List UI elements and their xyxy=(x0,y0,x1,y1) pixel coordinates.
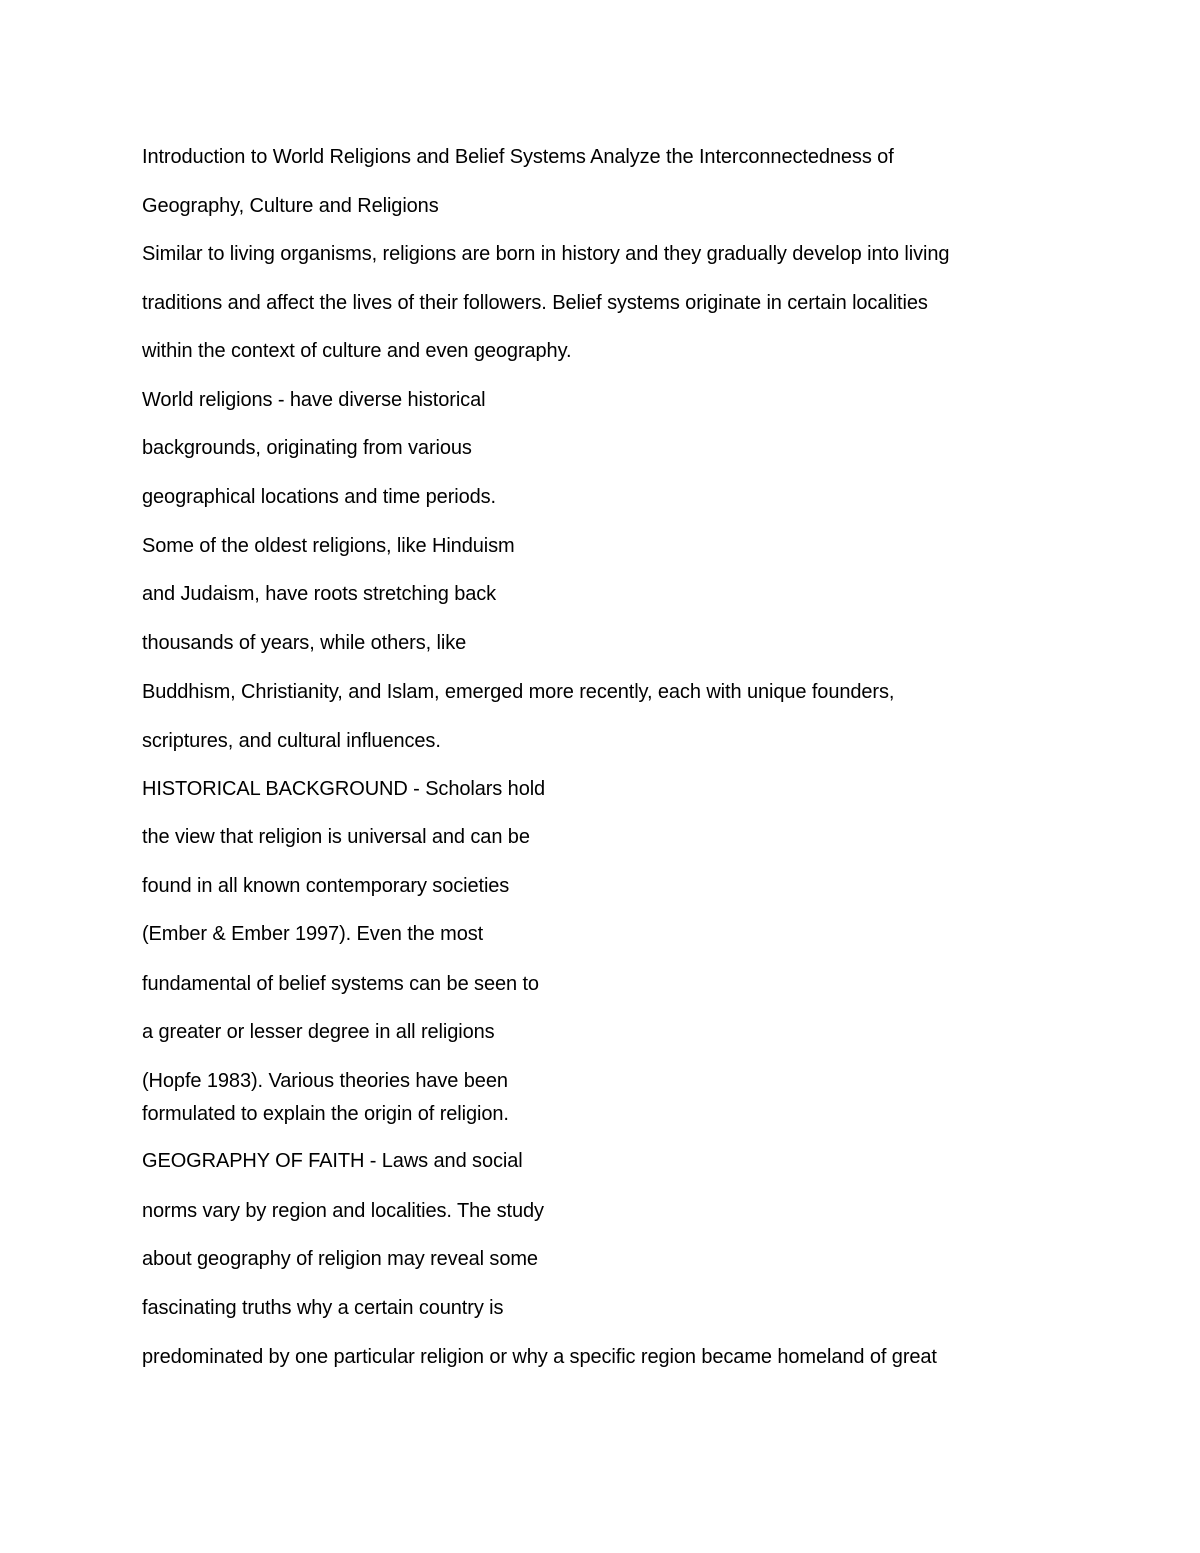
text-line: fundamental of belief systems can be seen to xyxy=(142,973,539,995)
text-line: about geography of religion may reveal some xyxy=(142,1248,538,1270)
text-line: (Hopfe 1983). Various theories have been xyxy=(142,1070,508,1092)
title-line-1: Introduction to World Religions and Belief Systems Analyze the Interconnectedness of xyxy=(142,146,894,168)
text-line: scriptures, and cultural influences. xyxy=(142,730,441,752)
text-line: Similar to living organisms, religions are born in history and they gradually develop into living xyxy=(142,243,950,265)
text-line: geographical locations and time periods. xyxy=(142,486,496,508)
text-line: found in all known contemporary societies xyxy=(142,875,510,897)
text-line: Some of the oldest religions, like Hinduism xyxy=(142,535,515,557)
text-line: the view that religion is universal and can be xyxy=(142,826,530,848)
text-line: formulated to explain the origin of religion. xyxy=(142,1103,509,1125)
text-line: World religions - have diverse historical xyxy=(142,389,486,411)
text-line: Buddhism, Christianity, and Islam, emerged more recently, each with unique founders, xyxy=(142,681,895,703)
text-line: backgrounds, originating from various xyxy=(142,437,472,459)
text-line: fascinating truths why a certain country is xyxy=(142,1297,504,1319)
text-line: (Ember & Ember 1997). Even the most xyxy=(142,923,484,945)
text-line: within the context of culture and even geography. xyxy=(142,340,572,362)
text-line: thousands of years, while others, like xyxy=(142,632,467,654)
section-heading-geography: GEOGRAPHY OF FAITH - Laws and social xyxy=(142,1150,523,1172)
text-line: a greater or lesser degree in all religions xyxy=(142,1021,495,1043)
title-line-2: Geography, Culture and Religions xyxy=(142,195,439,217)
text-line: traditions and affect the lives of their followers. Belief systems originate in certain localities xyxy=(142,292,928,314)
section-heading-historical: HISTORICAL BACKGROUND - Scholars hold xyxy=(142,778,546,800)
text-line: and Judaism, have roots stretching back xyxy=(142,583,497,605)
text-line: predominated by one particular religion or why a specific region became homeland of great xyxy=(142,1346,937,1368)
text-line: norms vary by region and localities. The study xyxy=(142,1200,544,1222)
